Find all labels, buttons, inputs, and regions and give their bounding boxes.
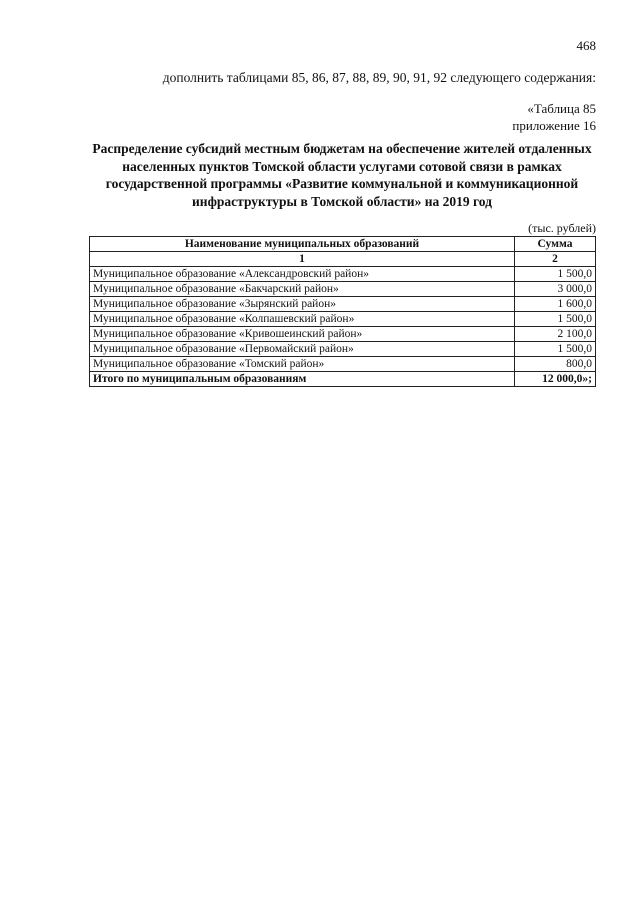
row-sum: 2 100,0	[515, 327, 596, 342]
row-sum: 1 500,0	[515, 267, 596, 282]
row-name: Муниципальное образование «Колпашевский район»	[90, 312, 515, 327]
row-sum: 3 000,0	[515, 282, 596, 297]
row-name: Муниципальное образование «Бакчарский район»	[90, 282, 515, 297]
intro-text: дополнить таблицами 85, 86, 87, 88, 89, 90, 91, 92 следующего содержания:	[162, 70, 596, 85]
row-name: Муниципальное образование «Кривошеинский район»	[90, 327, 515, 342]
total-row	[90, 372, 596, 387]
row-sum: 800,0	[515, 357, 596, 372]
row-name: Муниципальное образование «Томский район»	[90, 357, 515, 372]
row-name: Муниципальное образование «Александровский район»	[90, 267, 515, 282]
column-index-sum: 2	[515, 252, 596, 267]
table-row	[90, 327, 596, 342]
unit-note: (тыс. рублей)	[528, 221, 596, 235]
row-name: Муниципальное образование «Первомайский район»	[90, 342, 515, 357]
header-name: Наименование муниципальных образований	[90, 237, 515, 252]
table-row	[90, 312, 596, 327]
subsidy-table	[89, 236, 596, 387]
row-sum: 1 500,0	[515, 342, 596, 357]
row-name: Муниципальное образование «Зырянский район»	[90, 297, 515, 312]
table-row	[90, 357, 596, 372]
table-row	[90, 297, 596, 312]
table-row	[90, 342, 596, 357]
row-sum: 1 600,0	[515, 297, 596, 312]
header-sum: Сумма	[515, 237, 596, 252]
document-title: Распределение субсидий местным бюджетам на обеспечение жителей отдаленных населенных пунктов Томской области услугами сотовой связи в рамках государственной программы «Развитие коммунальной и коммуникационной инфраструктуры в Томской области» на 2019 год	[92, 141, 592, 209]
page-number: 468	[576, 38, 596, 53]
total-sum: 12 000,0»;	[515, 372, 596, 387]
row-sum: 1 500,0	[515, 312, 596, 327]
total-name: Итого по муниципальным образованиям	[90, 372, 515, 387]
table-reference-appendix: приложение 16	[512, 118, 596, 133]
table-row	[90, 282, 596, 297]
column-index-name: 1	[90, 252, 515, 267]
column-index-row	[90, 252, 596, 267]
table-header-row	[90, 237, 596, 252]
table-reference-number: «Таблица 85	[527, 101, 596, 116]
table-row	[90, 267, 596, 282]
table-reference	[512, 100, 596, 134]
